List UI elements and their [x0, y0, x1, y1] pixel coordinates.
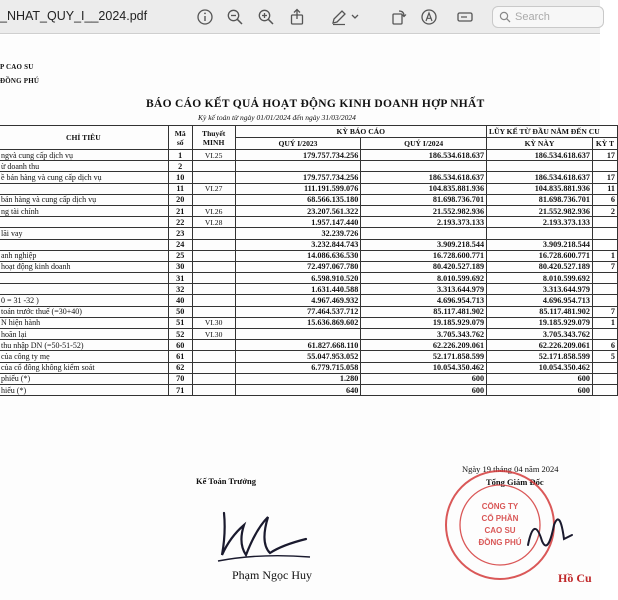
- rotate-icon[interactable]: [390, 8, 408, 26]
- svg-text:CAO SU: CAO SU: [484, 526, 516, 535]
- row-code: 62: [168, 362, 192, 373]
- table-row: [0, 172, 618, 183]
- svg-text:CÔNG TY: CÔNG TY: [481, 502, 519, 511]
- header-ky-bao-cao: KỲ BÁO CÁO: [235, 126, 486, 138]
- signing-date: Ngày 19 tháng 04 năm 2024: [462, 464, 559, 474]
- table-row: [0, 239, 618, 250]
- row-ky-nay: [487, 161, 593, 172]
- row-code: 60: [168, 340, 192, 351]
- row-ky-truoc: [592, 161, 617, 172]
- row-quy-2023: 4.967.469.932: [235, 295, 361, 306]
- row-code: 52: [168, 329, 192, 340]
- row-label: [0, 239, 168, 250]
- row-ky-nay: 186.534.618.637: [487, 150, 593, 161]
- row-ky-truoc: 6: [592, 340, 617, 351]
- row-quy-2024: 62.226.209.061: [361, 340, 487, 351]
- row-note: VI.27: [192, 183, 235, 194]
- row-note: [192, 250, 235, 261]
- row-ky-nay: 186.534.618.637: [487, 172, 593, 183]
- row-label: ng tài chính: [0, 205, 168, 216]
- director-name: Hồ Cu: [558, 571, 592, 585]
- row-quy-2023: 68.566.135.180: [235, 194, 361, 205]
- row-label: hiếu (*): [0, 384, 168, 395]
- row-quy-2024: 80.420.527.189: [361, 261, 487, 272]
- row-quy-2023: 3.232.844.743: [235, 239, 361, 250]
- row-quy-2023: 1.280: [235, 373, 361, 384]
- search-icon: [499, 11, 511, 23]
- row-ky-truoc: [592, 329, 617, 340]
- row-ky-nay: 80.420.527.189: [487, 261, 593, 272]
- row-label: hoạt động kinh doanh: [0, 261, 168, 272]
- row-label: ề bán hàng và cung cấp dịch vụ: [0, 172, 168, 183]
- row-quy-2024: 8.010.599.692: [361, 273, 487, 284]
- row-ky-nay: 600: [487, 373, 593, 384]
- row-note: [192, 273, 235, 284]
- search-input[interactable]: [515, 11, 595, 23]
- row-code: 31: [168, 273, 192, 284]
- row-note: [192, 172, 235, 183]
- row-quy-2023: 55.047.953.052: [235, 351, 361, 362]
- row-label: [0, 183, 168, 194]
- chief-accountant-title: Kế Toán Trưởng: [196, 476, 257, 486]
- pdf-page: [0, 35, 615, 600]
- table-row: [0, 183, 618, 194]
- row-note: [192, 351, 235, 362]
- company-name-line1: P CAO SU: [0, 63, 34, 71]
- table-row: [0, 205, 618, 216]
- row-quy-2024: [361, 161, 487, 172]
- table-row: [0, 194, 618, 205]
- row-label: [0, 273, 168, 284]
- info-icon[interactable]: [196, 8, 214, 26]
- row-ky-truoc: 1: [592, 250, 617, 261]
- row-ky-truoc: [592, 384, 617, 395]
- table-row: [0, 250, 618, 261]
- row-quy-2024: 85.117.481.902: [361, 306, 487, 317]
- row-quy-2024: 600: [361, 384, 487, 395]
- row-quy-2023: 1.957.147.440: [235, 217, 361, 228]
- row-label: N hiện hành: [0, 317, 168, 328]
- row-ky-nay: [487, 228, 593, 239]
- row-code: 1: [168, 150, 192, 161]
- row-note: [192, 239, 235, 250]
- search-field[interactable]: [492, 6, 604, 28]
- row-label: phiếu (*): [0, 373, 168, 384]
- row-quy-2024: 3.313.644.979: [361, 284, 487, 295]
- header-thuyet-minh: Thuyết MINH: [192, 126, 235, 150]
- row-quy-2024: 19.185.929.079: [361, 317, 487, 328]
- row-quy-2024: 2.193.373.133: [361, 217, 487, 228]
- row-note: [192, 284, 235, 295]
- row-quy-2024: 600: [361, 373, 487, 384]
- row-quy-2023: 14.086.636.530: [235, 250, 361, 261]
- row-code: 20: [168, 194, 192, 205]
- row-code: 71: [168, 384, 192, 395]
- row-quy-2024: 4.696.954.713: [361, 295, 487, 306]
- header-ky-truoc: KỲ T: [592, 138, 617, 150]
- row-ky-nay: 62.226.209.061: [487, 340, 593, 351]
- row-ky-truoc: [592, 295, 617, 306]
- company-name-line2: ĐỒNG PHÚ: [0, 77, 40, 85]
- form-icon[interactable]: [456, 8, 474, 26]
- row-note: VI.26: [192, 205, 235, 216]
- row-label: [0, 284, 168, 295]
- row-code: 32: [168, 284, 192, 295]
- table-row: [0, 228, 618, 239]
- report-title: BÁO CÁO KẾT QUẢ HOẠT ĐỘNG KINH DOANH HỢP NHẤT: [146, 98, 485, 110]
- chevron-down-icon[interactable]: [350, 8, 360, 26]
- row-label: [0, 217, 168, 228]
- row-ky-nay: 3.313.644.979: [487, 284, 593, 295]
- table-row: [0, 295, 618, 306]
- row-ky-nay: 8.010.599.692: [487, 273, 593, 284]
- header-chi-tieu: CHỈ TIÊU: [0, 126, 168, 150]
- row-label: thu nhập DN (=50-51-52): [0, 340, 168, 351]
- row-note: [192, 261, 235, 272]
- row-ky-nay: 600: [487, 384, 593, 395]
- row-note: VI.28: [192, 217, 235, 228]
- row-ky-truoc: 17: [592, 172, 617, 183]
- row-note: [192, 194, 235, 205]
- director-title: Tổng Giám Đốc: [486, 477, 544, 487]
- table-row: [0, 306, 618, 317]
- row-quy-2023: 1.631.440.588: [235, 284, 361, 295]
- row-code: 25: [168, 250, 192, 261]
- row-code: 24: [168, 239, 192, 250]
- table-row: [0, 351, 618, 362]
- row-ky-nay: 16.728.600.771: [487, 250, 593, 261]
- row-ky-nay: 104.835.881.936: [487, 183, 593, 194]
- zoom-in-icon[interactable]: [257, 8, 275, 26]
- row-quy-2024: 3.909.218.544: [361, 239, 487, 250]
- row-label: anh nghiệp: [0, 250, 168, 261]
- row-label: 0 = 31 -32 ): [0, 295, 168, 306]
- row-note: [192, 362, 235, 373]
- row-ky-nay: 85.117.481.902: [487, 306, 593, 317]
- row-ky-nay: 3.705.343.762: [487, 329, 593, 340]
- row-ky-nay: 21.552.982.936: [487, 205, 593, 216]
- row-quy-2024: [361, 228, 487, 239]
- row-ky-nay: 81.698.736.701: [487, 194, 593, 205]
- row-quy-2024: 10.054.350.462: [361, 362, 487, 373]
- row-ky-truoc: 6: [592, 194, 617, 205]
- row-code: 23: [168, 228, 192, 239]
- row-quy-2024: 186.534.618.637: [361, 172, 487, 183]
- row-quy-2023: 61.827.668.110: [235, 340, 361, 351]
- row-ky-truoc: 17: [592, 150, 617, 161]
- row-ky-nay: 3.909.218.544: [487, 239, 593, 250]
- row-label: bán hàng và cung cấp dịch vụ: [0, 194, 168, 205]
- row-ky-truoc: [592, 373, 617, 384]
- row-ky-truoc: [592, 217, 617, 228]
- table-row: [0, 273, 618, 284]
- row-quy-2024: 16.728.600.771: [361, 250, 487, 261]
- row-ky-nay: 2.193.373.133: [487, 217, 593, 228]
- row-ky-truoc: [592, 284, 617, 295]
- row-ky-nay: 19.185.929.079: [487, 317, 593, 328]
- annotate-icon[interactable]: [420, 8, 438, 26]
- svg-text:ĐỒNG PHÚ: ĐỒNG PHÚ: [478, 538, 522, 547]
- row-quy-2023: 179.757.734.256: [235, 172, 361, 183]
- row-note: [192, 340, 235, 351]
- row-quy-2024: 104.835.881.936: [361, 183, 487, 194]
- row-quy-2023: 111.191.599.076: [235, 183, 361, 194]
- row-label: toán trước thuế (=30+40): [0, 306, 168, 317]
- row-note: [192, 373, 235, 384]
- header-quy-2023: QUÝ I/2023: [235, 138, 361, 150]
- header-luy-ke: LŨY KẾ TỪ ĐẦU NĂM ĐẾN CU: [487, 126, 618, 138]
- row-code: 22: [168, 217, 192, 228]
- table-row: [0, 161, 618, 172]
- table-row: [0, 329, 618, 340]
- row-code: 2: [168, 161, 192, 172]
- row-quy-2023: 6.598.910.520: [235, 273, 361, 284]
- row-ky-truoc: [592, 228, 617, 239]
- row-quy-2023: 23.207.561.322: [235, 205, 361, 216]
- row-label: của công ty mẹ: [0, 351, 168, 362]
- row-code: 50: [168, 306, 192, 317]
- row-quy-2023: 15.636.869.602: [235, 317, 361, 328]
- row-ky-truoc: [592, 362, 617, 373]
- row-note: [192, 295, 235, 306]
- row-quy-2023: 32.239.726: [235, 228, 361, 239]
- row-ky-truoc: [592, 239, 617, 250]
- table-row: [0, 150, 618, 161]
- table-row: [0, 373, 618, 384]
- row-note: [192, 384, 235, 395]
- row-code: 40: [168, 295, 192, 306]
- zoom-out-icon[interactable]: [226, 8, 244, 26]
- row-note: VI.30: [192, 317, 235, 328]
- row-ky-truoc: 2: [592, 205, 617, 216]
- row-ky-nay: 10.054.350.462: [487, 362, 593, 373]
- share-icon[interactable]: [288, 8, 306, 26]
- row-quy-2024: 81.698.736.701: [361, 194, 487, 205]
- row-ky-truoc: 7: [592, 261, 617, 272]
- accountant-signature: [210, 503, 320, 569]
- row-code: 10: [168, 172, 192, 183]
- row-quy-2024: 52.171.858.599: [361, 351, 487, 362]
- row-label: ừ doanh thu: [0, 161, 168, 172]
- row-ky-truoc: 5: [592, 351, 617, 362]
- row-code: 11: [168, 183, 192, 194]
- row-quy-2024: 3.705.343.762: [361, 329, 487, 340]
- chief-accountant-name: Phạm Ngọc Huy: [232, 568, 312, 582]
- row-note: [192, 228, 235, 239]
- table-row: [0, 261, 618, 272]
- table-body: [0, 150, 618, 396]
- row-code: 21: [168, 205, 192, 216]
- row-ky-truoc: 7: [592, 306, 617, 317]
- header-ma-so: Mã số: [168, 126, 192, 150]
- income-statement-table: [0, 125, 618, 396]
- report-period: Kỳ kế toán từ ngày 01/01/2024 đến ngày 31/03/2024: [198, 113, 356, 122]
- row-quy-2024: 186.534.618.637: [361, 150, 487, 161]
- document-title: _NHAT_QUY_I__2024.pdf: [0, 9, 148, 23]
- row-code: 61: [168, 351, 192, 362]
- row-quy-2023: [235, 161, 361, 172]
- row-quy-2023: 77.464.537.712: [235, 306, 361, 317]
- row-ky-truoc: [592, 273, 617, 284]
- row-ky-truoc: 1: [592, 317, 617, 328]
- row-label: lãi vay: [0, 228, 168, 239]
- row-note: VI.30: [192, 329, 235, 340]
- row-quy-2023: 6.779.715.058: [235, 362, 361, 373]
- row-label: ngvà cung cấp dịch vụ: [0, 150, 168, 161]
- table-row: [0, 217, 618, 228]
- row-code: 51: [168, 317, 192, 328]
- table-row: [0, 384, 618, 395]
- row-code: 70: [168, 373, 192, 384]
- row-quy-2024: 21.552.982.936: [361, 205, 487, 216]
- table-row: [0, 340, 618, 351]
- row-quy-2023: 640: [235, 384, 361, 395]
- row-ky-nay: 52.171.858.599: [487, 351, 593, 362]
- row-quy-2023: 72.497.067.780: [235, 261, 361, 272]
- row-quy-2023: 179.757.734.256: [235, 150, 361, 161]
- svg-text:CỔ PHẦN: CỔ PHẦN: [481, 514, 519, 523]
- row-note: [192, 306, 235, 317]
- table-row: [0, 362, 618, 373]
- row-quy-2023: [235, 329, 361, 340]
- row-label: hoãn lại: [0, 329, 168, 340]
- row-note: VI.25: [192, 150, 235, 161]
- row-ky-truoc: 11: [592, 183, 617, 194]
- row-ky-nay: 4.696.954.713: [487, 295, 593, 306]
- row-label: của cổ đông không kiểm soát: [0, 362, 168, 373]
- header-ky-nay: KỲ NÀY: [487, 138, 593, 150]
- director-signature: [520, 505, 580, 565]
- header-quy-2024: QUÝ I/2024: [361, 138, 487, 150]
- markup-icon[interactable]: [330, 8, 348, 26]
- table-row: [0, 317, 618, 328]
- row-note: [192, 161, 235, 172]
- row-code: 30: [168, 261, 192, 272]
- table-row: [0, 284, 618, 295]
- viewer-toolbar: [0, 0, 600, 34]
